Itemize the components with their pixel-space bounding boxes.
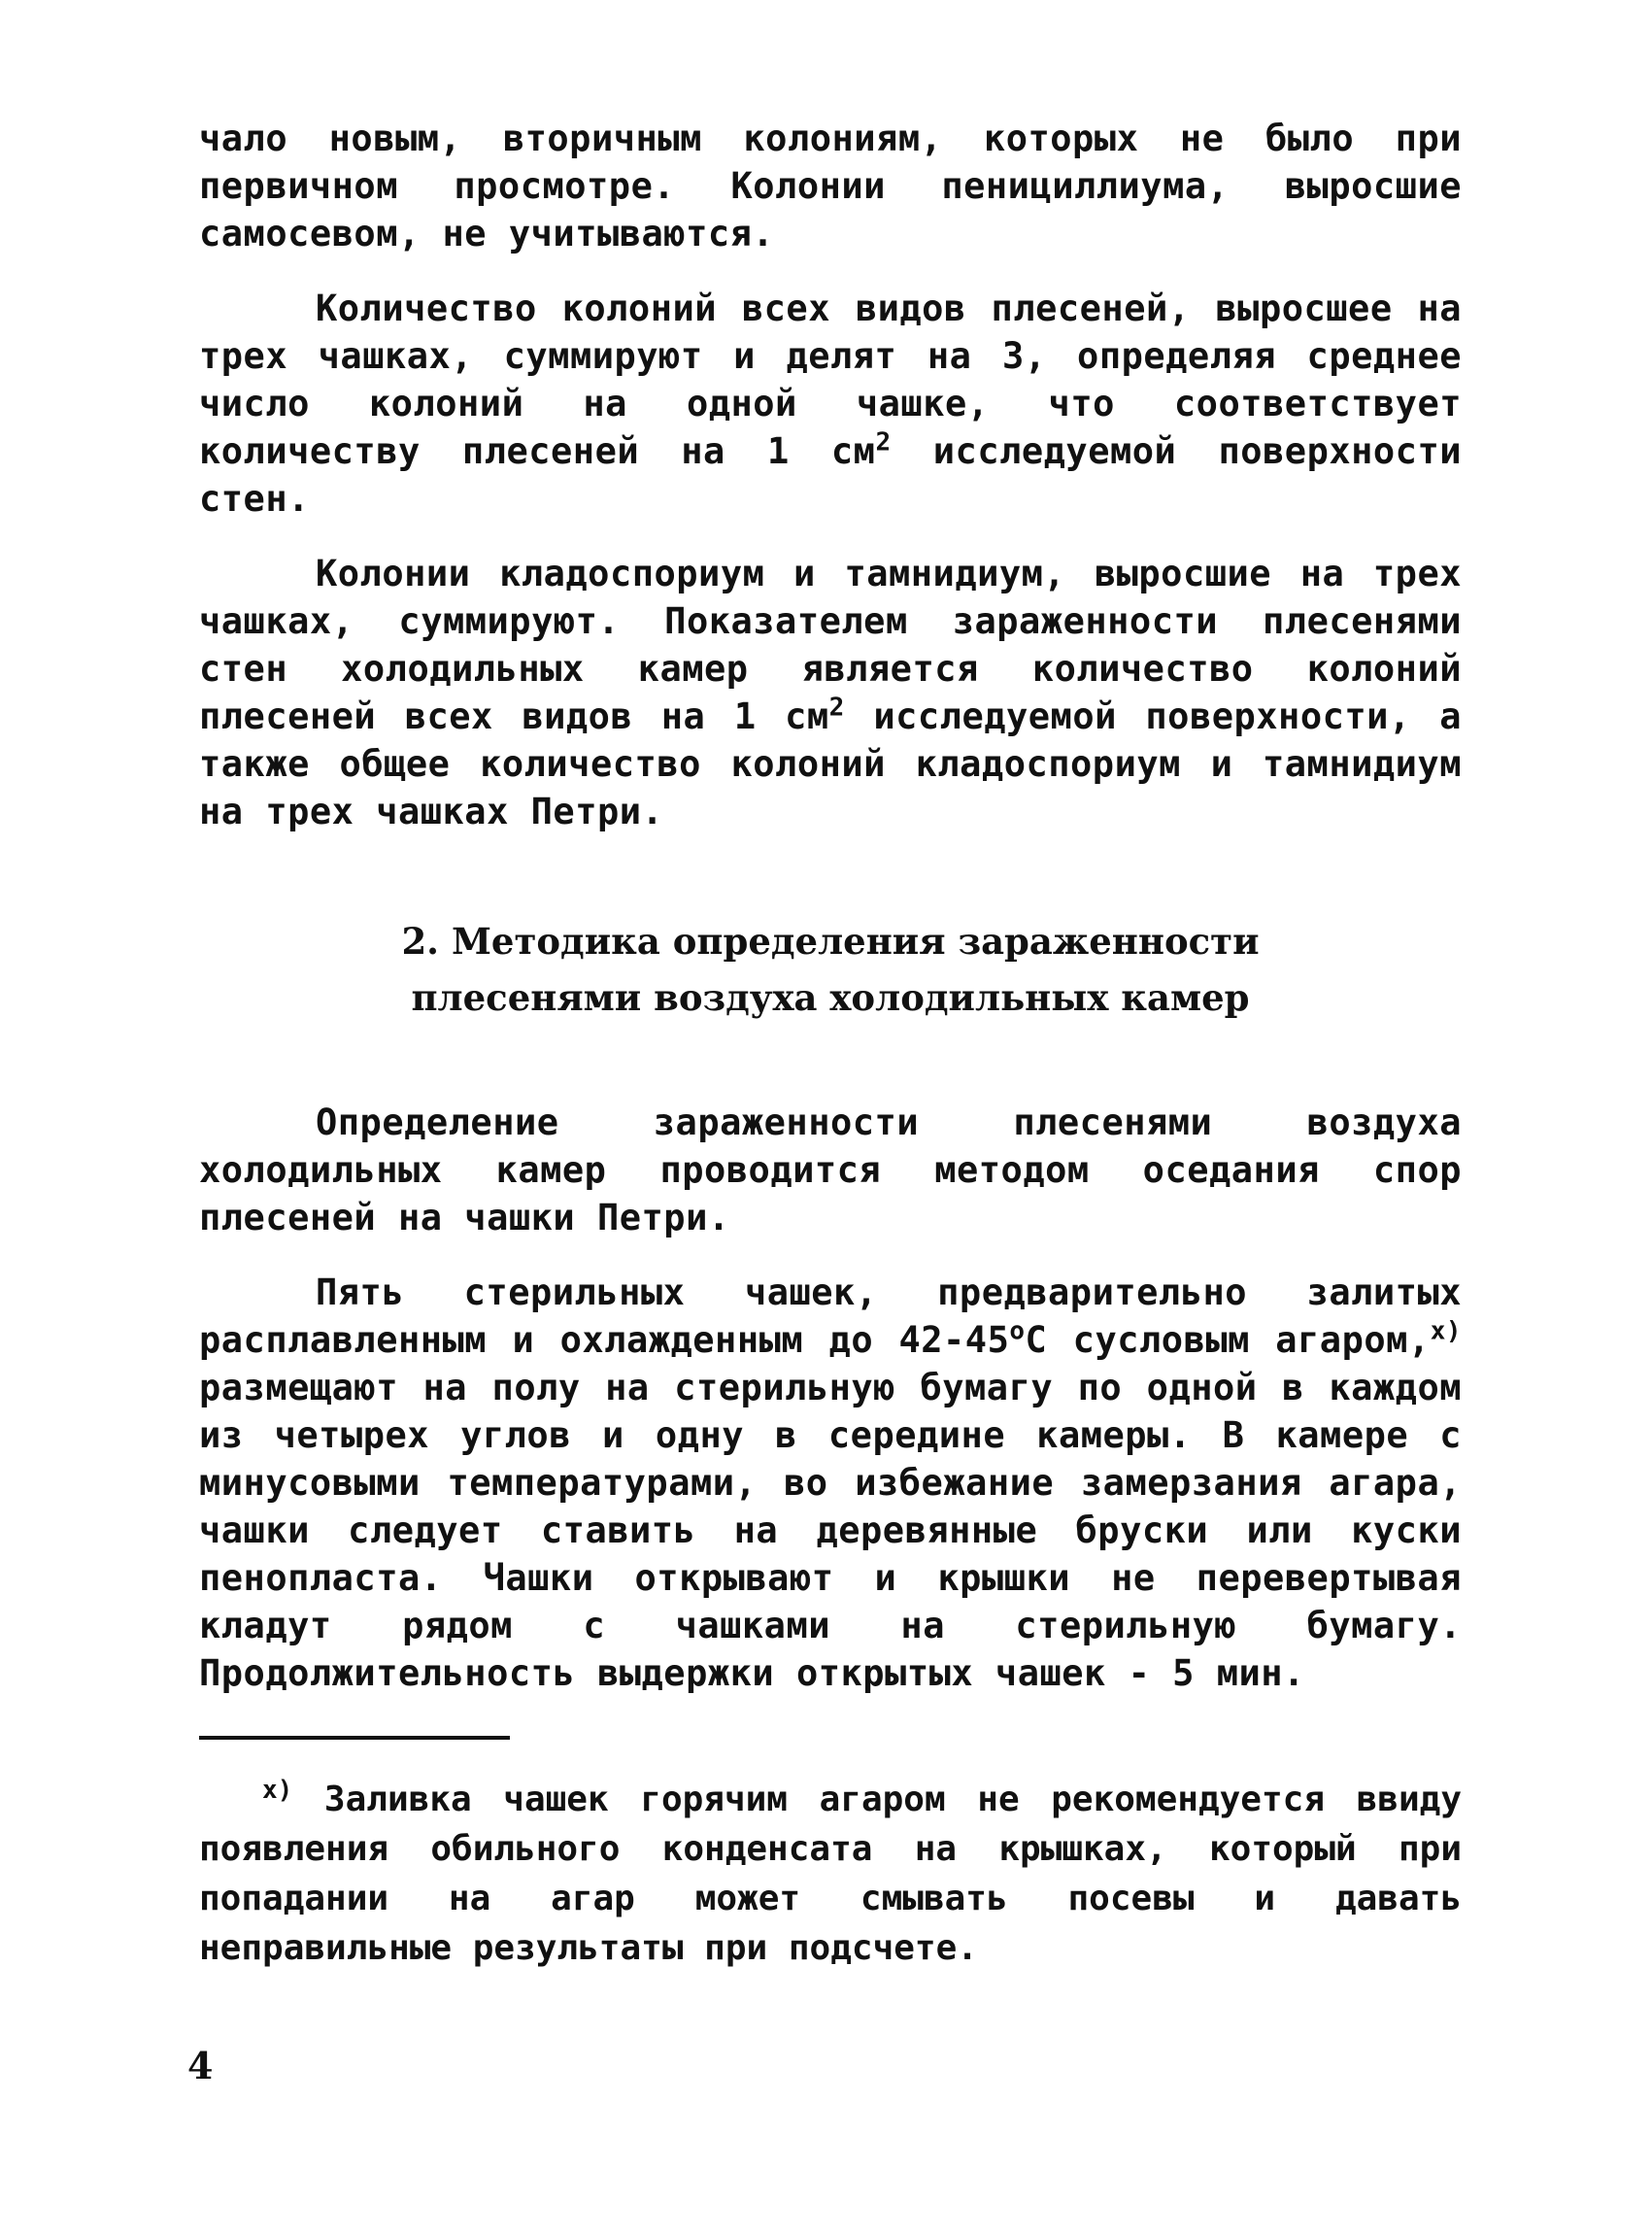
paragraph-colony-count	[199, 285, 1462, 523]
paragraph-text: Колонии кладоспориум и тамнидиум, выросшие на трех чашках, суммируют. Показателем зараженности плесенями стен холодильных камер является количество колоний плесеней всех видов на 1 см	[199, 553, 1462, 737]
paragraph-text: Определение зараженности плесенями воздуха холодильных камер проводится методом оседания спор плесеней на чашки Петри.	[199, 1102, 1462, 1238]
superscript: 2	[875, 427, 892, 458]
page-number: 4	[187, 2044, 214, 2087]
paragraph-continuation	[199, 115, 1462, 257]
superscript: 2	[828, 693, 845, 723]
paragraph-text: Количество колоний всех видов плесеней, выросшее на трех чашках, суммируют и делят на 3, определяя среднее число колоний на одной чашке, что соответствует количеству плесеней на 1 см	[199, 288, 1462, 472]
paragraph-text: исследуемой поверхности, а также общее количество колоний кладоспориум и тамнидиум на трех чашках Петри.	[199, 695, 1463, 832]
paragraph-text: чало новым, вторичным колониям, которых не было при первичном просмотре. Колонии пенициллиума, выросшие самосевом, не учитываются.	[199, 118, 1462, 254]
page-content	[199, 115, 1462, 2008]
section-heading-line: плесенями воздуха холодильных камер	[411, 976, 1250, 1019]
degree-mark: o	[1009, 1316, 1026, 1346]
paragraph-contamination-index	[199, 550, 1462, 835]
paragraph-method	[199, 1099, 1462, 1241]
paragraph-text: Пять стерильных чашек, предварительно залитых расплавленным и охлажденным до 42-45	[199, 1272, 1462, 1361]
section-heading	[199, 913, 1462, 1026]
footnote-text: Заливка чашек горячим агаром не рекомендуется ввиду появления обильного конденсата на крышках, который при попадании на агар может смывать посевы и давать неправильные результаты при подсчете.	[199, 1780, 1462, 1968]
footnote-mark: x)	[262, 1776, 293, 1805]
paragraph-procedure	[199, 1269, 1462, 1697]
paragraph-text: С сусловым агаром,	[1025, 1319, 1431, 1361]
footnote-reference: x)	[1430, 1316, 1463, 1346]
section-heading-line: 2. Методика определения зараженности	[401, 920, 1260, 963]
paragraph-text: исследуемой поверхности стен.	[199, 430, 1463, 520]
paragraph-text: размещают на полу на стерильную бумагу по одной в каждом из четырех углов и одну в середине камеры. В камере с минусовыми температурами, во избежание замерзания агара, чашки следует ставить на деревянные бруски или куски пенопласта. Чашки открывают и крышки не перевертывая кладут рядом с чашками на стерильную бумагу. Продолжительность выдержки открытых чашек - 5 мин.	[199, 1367, 1462, 1694]
footnote	[199, 1775, 1462, 1973]
footnote-divider	[199, 1736, 510, 1740]
